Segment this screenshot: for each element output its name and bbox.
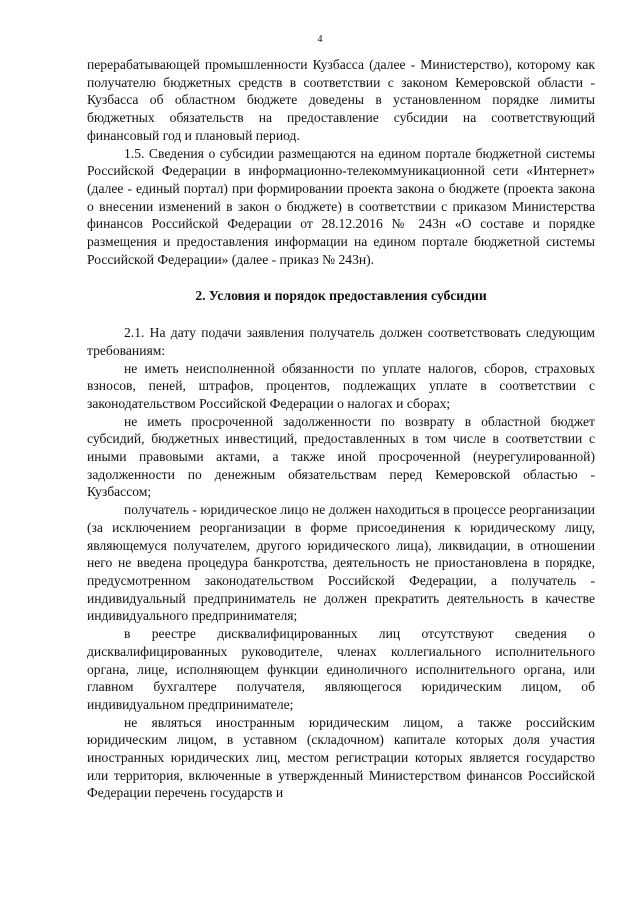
requirement-foreign-entity: не являться иностранным юридическим лицом, а также российским юридическим лицом, в уставном (складочном) капитале которых доля участия иностранных юридических лиц, местом регистрации которых является государство или территория, включенные в утвержденный Министерством финансов Российской Федерации перечень государств и <box>87 714 595 801</box>
section-2-heading: 2. Условия и порядок предоставления субсидии <box>195 288 487 304</box>
paragraph-1-5: 1.5. Сведения о субсидии размещаются на едином портале бюджетной системы Российской Федерации в информационно-телекоммуникационной сети «Интернет» (далее - единый портал) при формировании проекта закона о бюджете (проекта закона о внесении изменений в закон о бюджете) в соответствии с приказом Министерства финансов Российской Федерации от 28.12.2016 № 243н «О составе и порядке размещения и предоставления информации на едином портале бюджетной системы Российской Федерации» (далее - приказ № 243н). <box>87 145 595 267</box>
document-body <box>87 56 595 802</box>
page-number: 4 <box>317 34 323 45</box>
paragraph-ministry-definition: перерабатывающей промышленности Кузбасса (далее - Министерство), которому как получателю бюджетных средств в соответствии с законом Кемеровской области - Кузбасса об областном бюджете доведены в установленном порядке лимиты бюджетных обязательств на предоставление субсидии на соответствующий финансовый год и плановый период. <box>87 57 595 143</box>
requirement-reorganization: получатель - юридическое лицо не должен находиться в процессе реорганизации (за исключением реорганизации в форме присоединения к юридическому лицу, являющемуся получателем, другого юридического лица), ликвидации, в отношении него не введена процедура банкротства, деятельность не приостановлена в порядке, предусмотренном законодательством Российской Федерации, а получатель - индивидуальный предприниматель не должен прекратить деятельность в качестве индивидуального предпринимателя; <box>87 502 595 624</box>
paragraph-2-1: 2.1. На дату подачи заявления получатель должен соответствовать следующим требованиям: <box>87 325 595 358</box>
requirement-overdue-debt: не иметь просроченной задолженности по возврату в областной бюджет субсидий, бюджетных инвестиций, предоставленных в том числе в соответствии с иными правовыми актами, а также иной просроченной (неурегулированной) задолженности по денежным обязательствам перед Кемеровской областью - Кузбассом; <box>87 413 595 500</box>
requirement-disqualified-registry: в реестре дисквалифицированных лиц отсутствуют сведения о дисквалифицированных руководителе, членах коллегиального исполнительного органа, лице, исполняющем функции единоличного исполнительного органа, или главном бухгалтере получателя, являющегося юридическим лицом, об индивидуальном предпринимателе; <box>87 626 595 712</box>
requirement-taxes: не иметь неисполненной обязанности по уплате налогов, сборов, страховых взносов, пеней, штрафов, процентов, подлежащих уплате в соответствии с законодательством Российской Федерации о налогах и сборах; <box>87 360 595 411</box>
